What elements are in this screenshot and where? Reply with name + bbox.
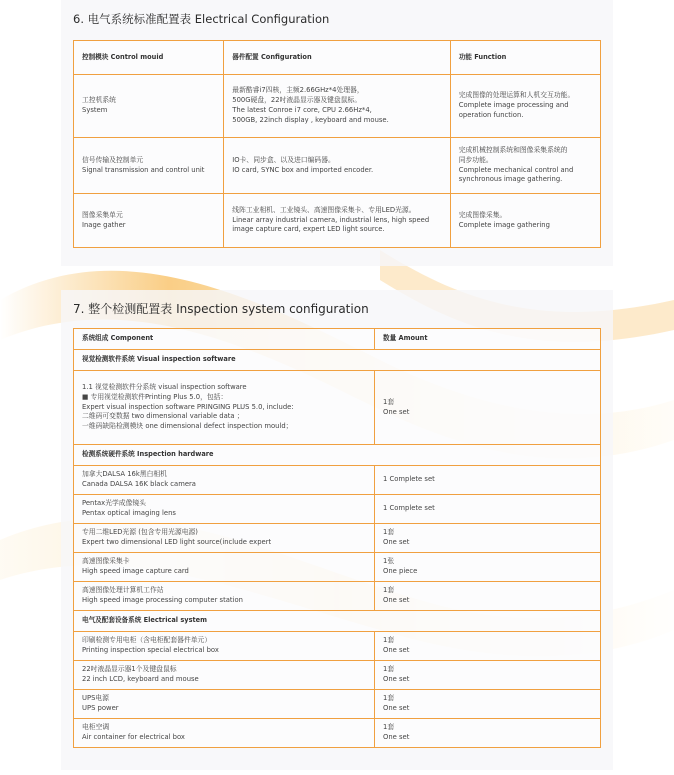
module-cn: 工控机系统 bbox=[82, 96, 116, 105]
module-en: System bbox=[82, 106, 108, 114]
amount-cell bbox=[375, 553, 601, 582]
component-cell bbox=[74, 553, 375, 582]
section-6-title: 6. 电气系统标准配置表 Electrical Configuration bbox=[73, 12, 330, 26]
amount-en: One set bbox=[383, 733, 410, 741]
function-line: 完成图像采集。 bbox=[458, 210, 507, 219]
header-configuration: 器件配置 Configuration bbox=[224, 41, 450, 75]
component-en: Canada DALSA 16K black camera bbox=[82, 480, 196, 488]
config-line: 500G硬盘，22吋液晶显示器及键盘鼠标。 bbox=[232, 96, 362, 105]
amount-cn: 1张 bbox=[383, 557, 395, 566]
amount-en: One set bbox=[383, 596, 410, 604]
amount-cn: 1套 bbox=[383, 665, 395, 674]
config-cell bbox=[224, 138, 450, 194]
function-line: 同步功能。 bbox=[458, 155, 493, 164]
module-cn: 图像采集单元 bbox=[82, 210, 123, 219]
amount-cn: 1套 bbox=[383, 694, 395, 703]
component-cell bbox=[74, 524, 375, 553]
table-row bbox=[74, 524, 601, 553]
table-row bbox=[74, 632, 601, 661]
component-en: Pentax optical imaging lens bbox=[82, 509, 176, 517]
amount-en: One set bbox=[383, 704, 410, 712]
component-cn: 印刷检测专用电柜（含电柜配套器件单元） bbox=[82, 636, 212, 645]
component-cn: 高速图像采集卡 bbox=[82, 557, 130, 566]
table-header-row bbox=[74, 329, 601, 350]
config-line: The latest Conroe i7 core, CPU 2.66Hz*4, bbox=[232, 106, 372, 114]
component-cell bbox=[74, 582, 375, 611]
module-en: Signal transmission and control unit bbox=[82, 165, 205, 174]
amount-en: One set bbox=[383, 407, 410, 416]
amount-cell bbox=[375, 495, 601, 524]
group-header-row bbox=[74, 350, 601, 371]
component-line: 1.1 视觉检测软件分系统 visual inspection software bbox=[82, 382, 247, 391]
component-cn: 电柜空调 bbox=[82, 723, 110, 732]
component-en: Air container for electrical box bbox=[82, 733, 185, 741]
electrical-configuration-table bbox=[73, 40, 601, 248]
amount-cell bbox=[375, 632, 601, 661]
function-line: operation function. bbox=[458, 110, 524, 119]
table-row bbox=[74, 138, 601, 194]
group-header-row bbox=[74, 611, 601, 632]
module-cn: 信号传输及控制单元 bbox=[82, 155, 144, 164]
table-row bbox=[74, 661, 601, 690]
component-line: 一维码缺陷检测模块 one dimensional defect inspection mould； bbox=[82, 422, 293, 431]
amount-cell bbox=[375, 371, 601, 445]
config-line: IO card, SYNC box and imported encoder. bbox=[232, 165, 374, 174]
config-line: image capture card, expert LED light source. bbox=[232, 225, 385, 234]
function-line: Complete image processing and bbox=[458, 101, 569, 110]
table-row bbox=[74, 466, 601, 495]
table-row bbox=[74, 582, 601, 611]
module-cell bbox=[74, 194, 224, 248]
config-cell bbox=[224, 75, 450, 138]
amount-cn: 1套 bbox=[383, 636, 395, 645]
component-cell bbox=[74, 371, 375, 445]
electrical-configuration-panel bbox=[61, 0, 613, 266]
amount-cell bbox=[375, 466, 601, 495]
function-line: synchronous image gathering. bbox=[458, 175, 563, 184]
component-en: High speed image processing computer station bbox=[82, 596, 243, 604]
component-cn: UPS电源 bbox=[82, 694, 109, 703]
config-line: 最新酷睿i7四核，主频2.66GHz*4处理器， bbox=[232, 86, 364, 95]
amount-en: One set bbox=[383, 538, 410, 546]
amount-cell bbox=[375, 719, 601, 748]
component-cn: Pentax光学成像镜头 bbox=[82, 499, 146, 508]
header-component: 系统组成 Component bbox=[74, 329, 375, 350]
inspection-configuration-table bbox=[73, 328, 601, 748]
config-line: 500GB, 22inch display , keyboard and mouse. bbox=[232, 115, 389, 124]
table-row bbox=[74, 719, 601, 748]
config-cell bbox=[224, 194, 450, 248]
table-row bbox=[74, 553, 601, 582]
config-line: IO卡、同步盒、以及进口编码器。 bbox=[232, 155, 335, 164]
amount-en: One set bbox=[383, 675, 410, 683]
component-en: Expert two dimensional LED light source(include expert bbox=[82, 538, 272, 546]
function-line: 完成图像的处理运算和人机交互功能。 bbox=[458, 91, 575, 100]
module-cell bbox=[74, 75, 224, 138]
amount-en: 1 Complete set bbox=[383, 475, 435, 484]
group-visual-software: 视觉检测软件系统 Visual inspection software bbox=[74, 350, 601, 371]
function-line: 完成机械控制系统和图像采集系统的 bbox=[458, 145, 568, 154]
component-cell bbox=[74, 661, 375, 690]
module-cell bbox=[74, 138, 224, 194]
component-cell bbox=[74, 466, 375, 495]
amount-cell bbox=[375, 690, 601, 719]
header-function: 功能 Function bbox=[450, 41, 600, 75]
config-line: 线阵工业相机、工业镜头、高速图像采集卡、专用LED光源。 bbox=[232, 205, 416, 214]
component-line: Expert visual inspection software PRINGING PLUS 5.0, include: bbox=[82, 402, 294, 411]
component-en: UPS power bbox=[82, 704, 119, 712]
amount-cn: 1套 bbox=[383, 723, 395, 732]
amount-cell bbox=[375, 582, 601, 611]
table-row bbox=[74, 75, 601, 138]
component-line: 二维码可变数据 two dimensional variable data ； bbox=[82, 412, 244, 421]
table-row bbox=[74, 495, 601, 524]
component-en: Printing inspection special electrical box bbox=[82, 646, 219, 654]
amount-cn: 1套 bbox=[383, 528, 395, 537]
header-control-module: 控制模块 Control mouid bbox=[74, 41, 224, 75]
group-electrical-system: 电气及配套设备系统 Electrical system bbox=[74, 611, 601, 632]
config-line: Linear array industrial camera, industrial lens, high speed bbox=[232, 215, 430, 224]
amount-cn: 1套 bbox=[383, 397, 395, 406]
inspection-configuration-panel bbox=[61, 290, 613, 770]
function-line: Complete mechanical control and bbox=[458, 165, 574, 174]
component-en: High speed image capture card bbox=[82, 567, 189, 575]
section-7-title: 7. 整个检测配置表 Inspection system configuration bbox=[73, 302, 369, 316]
component-en: 22 inch LCD, keyboard and mouse bbox=[82, 675, 199, 683]
amount-en: One set bbox=[383, 646, 410, 654]
table-row bbox=[74, 371, 601, 445]
component-line: ■ 专用视觉检测软件Printing Plus 5.0，包括： bbox=[82, 392, 228, 401]
component-cell bbox=[74, 632, 375, 661]
function-cell bbox=[450, 194, 600, 248]
table-header-row bbox=[74, 41, 601, 75]
component-cell bbox=[74, 690, 375, 719]
function-line: Complete image gathering bbox=[458, 220, 550, 229]
amount-cell bbox=[375, 661, 601, 690]
function-cell bbox=[450, 138, 600, 194]
group-inspection-hardware: 检测系统硬件系统 Inspection hardware bbox=[74, 445, 601, 466]
group-header-row bbox=[74, 445, 601, 466]
module-en: Inage gather bbox=[82, 220, 126, 229]
component-cn: 22吋液晶显示器1个及键盘鼠标 bbox=[82, 665, 177, 674]
amount-cell bbox=[375, 524, 601, 553]
amount-cn: 1套 bbox=[383, 586, 395, 595]
table-row bbox=[74, 690, 601, 719]
component-cn: 加拿大DALSA 16k黑白相机 bbox=[82, 470, 167, 479]
header-amount: 数量 Amount bbox=[375, 329, 601, 350]
table-row bbox=[74, 194, 601, 248]
component-cn: 专用二维LED光源 (包含专用光源电源) bbox=[82, 528, 198, 537]
component-cn: 高速图像处理计算机工作站 bbox=[82, 586, 164, 595]
amount-en: 1 Complete set bbox=[383, 504, 435, 513]
function-cell bbox=[450, 75, 600, 138]
component-cell bbox=[74, 495, 375, 524]
amount-en: One piece bbox=[383, 567, 418, 575]
component-cell bbox=[74, 719, 375, 748]
